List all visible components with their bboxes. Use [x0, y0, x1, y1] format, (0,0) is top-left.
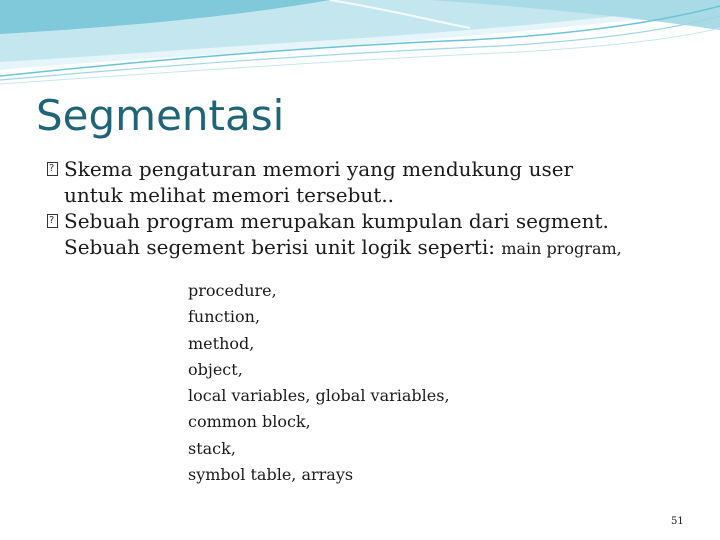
unit-item: common block,	[188, 412, 311, 432]
unit-item: object,	[188, 359, 243, 379]
unit-item: method,	[188, 333, 255, 353]
unit-item: procedure,	[188, 281, 277, 300]
bullet-item	[46, 208, 706, 262]
bullet-marker-icon	[46, 156, 60, 182]
page-number: 51	[671, 516, 684, 527]
slide-title: Segmentasi	[36, 91, 285, 140]
bullet-text-line: Sebuah program merupakan kumpulan dari segment.	[64, 209, 609, 233]
bullet-item	[46, 156, 706, 208]
unit-list	[188, 278, 450, 488]
bullet-list	[46, 156, 706, 262]
header-wave-decoration	[0, 0, 720, 90]
unit-item: local variables, global variables,	[188, 386, 450, 406]
unit-item: function,	[188, 307, 261, 327]
bullet-text-small: main program,	[501, 239, 622, 258]
bullet-text-line: untuk melihat memori tersebut..	[64, 183, 395, 207]
unit-item: stack,	[188, 438, 236, 458]
bullet-text-line: Sebuah segement berisi unit logik seperti:	[64, 235, 502, 259]
bullet-marker-icon	[46, 208, 60, 234]
unit-item: symbol table, arrays	[188, 465, 354, 485]
bullet-text-line: Skema pengaturan memori yang mendukung user	[64, 157, 574, 181]
